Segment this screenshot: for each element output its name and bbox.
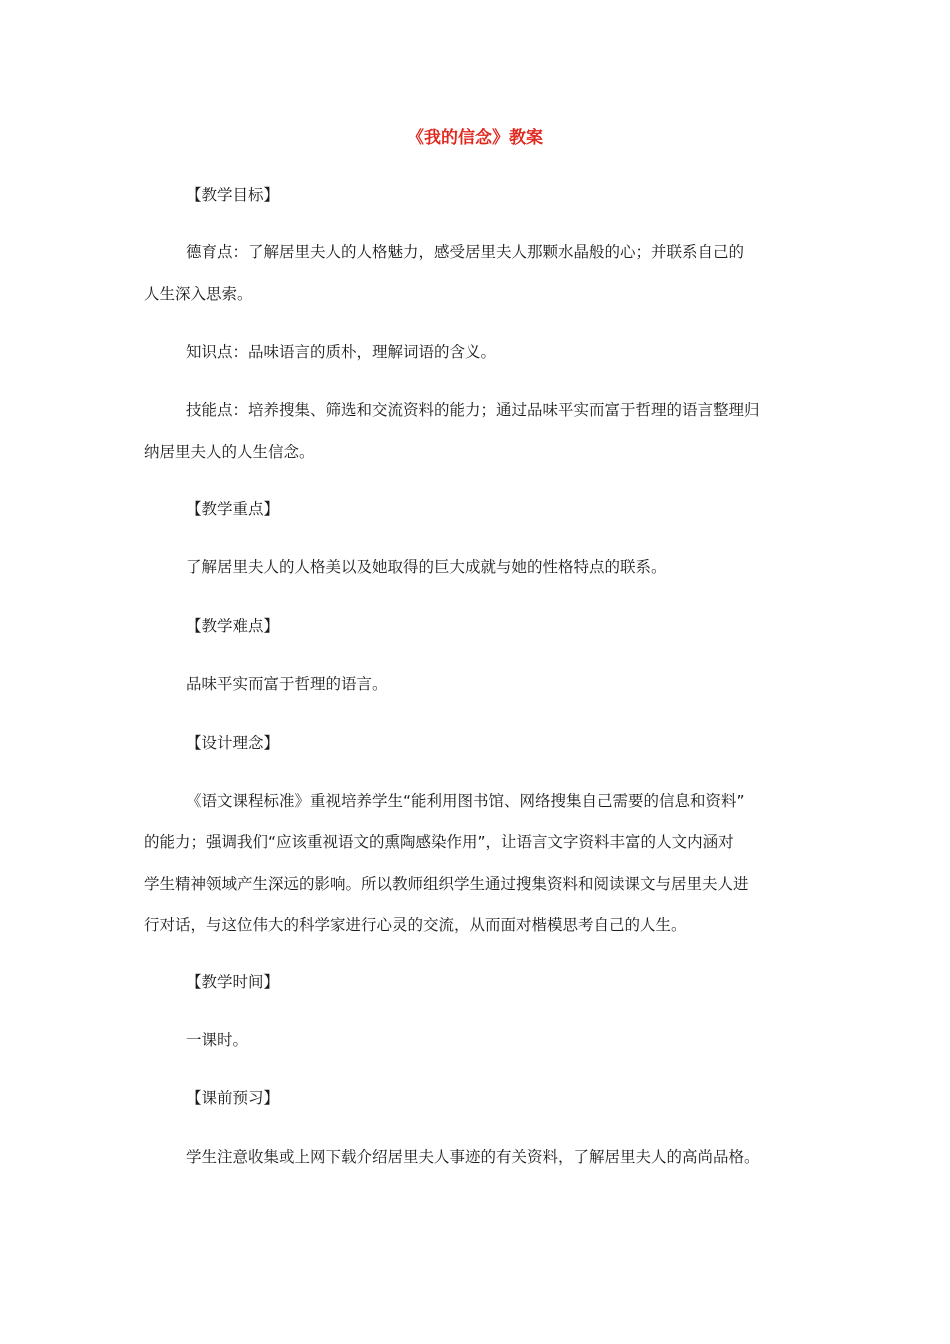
section-heading-preview: 【课前预习】	[186, 1089, 280, 1107]
paragraph-difficulty: 品味平实而富于哲理的语言。	[186, 675, 388, 693]
section-heading-key: 【教学重点】	[186, 500, 280, 518]
section-heading-goals: 【教学目标】	[186, 186, 280, 204]
paragraph-concept-line: 学生精神领域产生深远的影响。所以教师组织学生通过搜集资料和阅读课文与居里夫人进	[144, 875, 749, 893]
section-heading-difficulty: 【教学难点】	[186, 617, 280, 635]
paragraph-preview: 学生注意收集或上网下载介绍居里夫人事迹的有关资料，了解居里夫人的高尚品格。	[186, 1148, 760, 1166]
paragraph-knowledge: 知识点：品味语言的质朴，理解词语的含义。	[186, 343, 497, 361]
paragraph-skill-line: 纳居里夫人的人生信念。	[144, 443, 315, 461]
document-title: 《我的信念》教案	[407, 128, 543, 148]
section-heading-concept: 【设计理念】	[186, 734, 280, 752]
paragraph-concept-line: 的能力；强调我们“应该重视语文的熏陶感染作用”，让语言文字资料丰富的人文内涵对	[144, 833, 734, 851]
paragraph-skill-line: 技能点：培养搜集、筛选和交流资料的能力；通过品味平实而富于哲理的语言整理归	[186, 401, 760, 419]
paragraph-moral-line: 人生深入思索。	[144, 285, 253, 303]
paragraph-concept-line: 《语文课程标准》重视培养学生“能利用图书馆、网络搜集自己需要的信息和资料”	[186, 792, 745, 810]
paragraph-key: 了解居里夫人的人格美以及她取得的巨大成就与她的性格特点的联系。	[186, 558, 667, 576]
paragraph-time: 一课时。	[186, 1031, 249, 1049]
paragraph-concept-line: 行对话，与这位伟大的科学家进行心灵的交流，从而面对楷模思考自己的人生。	[144, 916, 687, 934]
paragraph-moral-line: 德育点：了解居里夫人的人格魅力，感受居里夫人那颗水晶般的心；并联系自己的	[186, 243, 745, 261]
section-heading-time: 【教学时间】	[186, 973, 280, 991]
